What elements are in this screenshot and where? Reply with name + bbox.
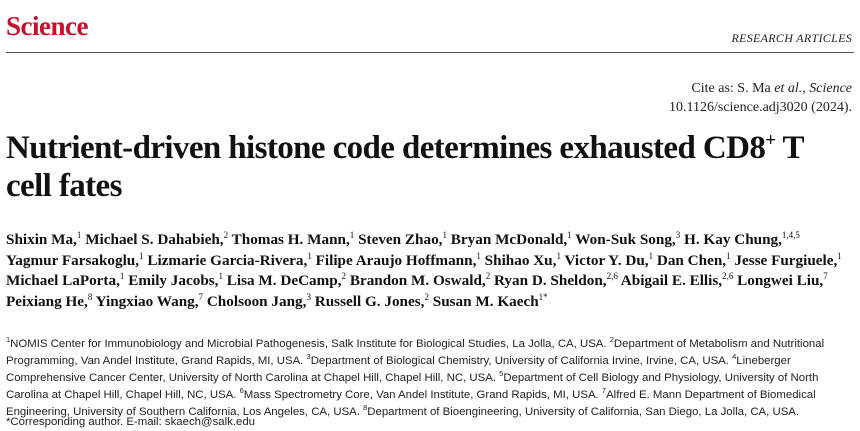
author-name: Bryan McDonald,	[450, 231, 568, 248]
author	[358, 231, 447, 248]
author-name: Peixiang He,	[6, 292, 88, 310]
author-name: Shihao Xu,	[484, 251, 557, 269]
affiliation-text: Lineberger Comprehensive Cancer Center, University of North Carolina at Chapel Hill, Chapel Hill, NC, USA.	[6, 355, 791, 384]
author	[350, 272, 490, 289]
author-name: Lizmarie Garcia-Rivera,	[147, 251, 308, 269]
author-name: Filipe Araujo Hoffmann,	[315, 251, 477, 269]
author-affiliation-mark: 1	[76, 229, 82, 240]
author-affiliation-mark: 2,6	[606, 270, 618, 281]
affiliation-list	[6, 336, 854, 421]
affiliation-text: Department of Bioengineering, University of California, San Diego, La Jolla, CA, USA.	[367, 406, 800, 418]
author-affiliation-mark: 3	[306, 291, 311, 302]
title-superscript: +	[765, 130, 776, 151]
author	[684, 231, 800, 248]
author	[451, 231, 572, 248]
citation-line	[669, 79, 852, 98]
affiliation-text: NOMIS Center for Immunobiology and Microbial Pathogenesis, Salk Institute for Biological Studies, La Jolla, CA, USA.	[10, 338, 607, 350]
author	[207, 293, 311, 310]
section-label: RESEARCH ARTICLES	[731, 31, 852, 45]
author	[657, 252, 731, 269]
author	[316, 252, 481, 269]
author-affiliation-mark: 2	[424, 291, 429, 302]
author-name: H. Kay Chung,	[684, 231, 782, 248]
author	[6, 272, 124, 289]
author-affiliation-mark: 1	[349, 229, 355, 240]
citation-prefix: Cite as: S. Ma	[691, 81, 775, 96]
affiliation	[239, 386, 599, 401]
author-affiliation-mark: 1	[442, 229, 447, 240]
affiliation	[363, 403, 800, 418]
citation-journal: Science	[809, 81, 852, 96]
author-name: Longwei Liu,	[737, 272, 824, 289]
author-name: Dan Chen,	[656, 251, 727, 269]
affiliation-text: Department of Biological Chemistry, University of California Irvine, Irvine, CA, USA.	[310, 355, 729, 367]
author	[6, 252, 144, 269]
author	[147, 252, 311, 269]
author	[96, 293, 203, 310]
author	[494, 272, 618, 289]
author-name: Michael LaPorta,	[6, 272, 120, 289]
author	[737, 272, 828, 289]
author-affiliation-mark: 1	[476, 250, 481, 261]
affiliation-number: 4	[732, 352, 737, 362]
affiliation-text: Alfred E. Mann Department of Biomedical Engineering, University of Southern California, Los Angeles, CA, USA.	[6, 389, 816, 418]
author-affiliation-mark: 1	[307, 250, 312, 261]
author-name: Susan M. Kaech	[432, 292, 539, 310]
author-affiliation-mark: 1	[139, 250, 144, 261]
author-name: Brandon M. Oswald,	[349, 272, 486, 289]
author-name: Ryan D. Sheldon,	[494, 272, 607, 289]
author-name: Shixin Ma,	[6, 231, 77, 248]
author-affiliation-mark: 2,6	[722, 270, 734, 281]
author-name: Yagmur Farsakoglu,	[6, 251, 140, 269]
author	[232, 231, 355, 248]
citation-sep: ,	[802, 81, 810, 96]
author-affiliation-mark: 1	[837, 250, 842, 261]
affiliation-number: 8	[363, 403, 368, 413]
affiliation	[6, 335, 607, 350]
author-name: Steven Zhao,	[358, 231, 443, 248]
affiliation	[306, 352, 729, 367]
author-affiliation-mark: 1*	[538, 291, 548, 302]
author	[128, 272, 223, 289]
author-affiliation-mark: 7	[823, 270, 828, 281]
author-name: Emily Jacobs,	[128, 272, 219, 289]
author-name: Michael S. Dahabieh,	[85, 231, 224, 248]
author-name: Jesse Furgiuele,	[734, 251, 838, 269]
citation-etal: et al.	[774, 81, 803, 96]
author-name: Cholsoon Jang,	[206, 292, 307, 310]
author	[315, 293, 429, 310]
affiliation-text: Department of Metabolism and Nutritional Programming, Van Andel Institute, Grand Rapids, MI, USA.	[6, 338, 825, 367]
affiliation-number: 1	[6, 335, 11, 345]
author-name: Russell G. Jones,	[314, 292, 425, 310]
author-name: Lisa M. DeCamp,	[226, 272, 342, 289]
author	[575, 231, 680, 248]
author-affiliation-mark: 3	[675, 229, 681, 240]
affiliation-text: Mass Spectrometry Core, Van Andel Institute, Grand Rapids, MI, USA.	[243, 389, 599, 401]
citation-doi: 10.1126/science.adj3020 (2024).	[669, 100, 852, 115]
affiliation-text: Department of Cell Biology and Physiology, University of North Carolina at Chapel Hill, Chapel Hill, NC, USA.	[6, 372, 819, 401]
author-list	[6, 230, 851, 312]
author-name: Victor Y. Du,	[564, 251, 649, 269]
affiliation-number: 2	[609, 335, 614, 345]
author-affiliation-mark: 8	[87, 291, 93, 302]
author	[734, 252, 841, 269]
citation-block	[669, 79, 852, 117]
affiliation-number: 3	[306, 352, 311, 362]
author-affiliation-mark: 7	[198, 291, 204, 302]
author	[564, 252, 653, 269]
author-affiliation-mark: 1	[218, 270, 223, 281]
corresponding-author: *Corresponding author. E-mail: skaech@salk.edu	[6, 416, 255, 428]
author-affiliation-mark: 1	[567, 229, 572, 240]
author	[6, 231, 81, 248]
author	[85, 231, 228, 248]
author-affiliation-mark: 1	[556, 250, 561, 261]
header-divider	[6, 52, 854, 53]
author-name: Abigail E. Ellis,	[620, 272, 723, 289]
author-affiliation-mark: 2	[223, 229, 229, 240]
author	[485, 252, 561, 269]
author-affiliation-mark: 1,4,5	[781, 229, 800, 240]
author-affiliation-mark: 2	[485, 270, 491, 281]
author	[6, 293, 92, 310]
author-affiliation-mark: 1	[726, 250, 731, 261]
title-main: Nutrient-driven histone code determines exhausted CD8	[6, 130, 766, 166]
author-name: Won-Suk Song,	[575, 231, 676, 248]
author	[227, 272, 346, 289]
author	[433, 293, 548, 310]
affiliation-number: 5	[499, 369, 504, 379]
title-tail: T cell fates	[6, 130, 804, 204]
author	[621, 272, 734, 289]
article-title	[6, 129, 846, 205]
author-affiliation-mark: 1	[648, 250, 654, 261]
author-name: Thomas H. Mann,	[231, 231, 350, 248]
author-name: Yingxiao Wang,	[95, 292, 199, 310]
affiliation-number: 6	[239, 386, 244, 396]
author-affiliation-mark: 2	[341, 270, 347, 281]
journal-logo: Science	[6, 11, 88, 41]
affiliation-number: 7	[601, 386, 607, 396]
author-affiliation-mark: 1	[119, 270, 125, 281]
